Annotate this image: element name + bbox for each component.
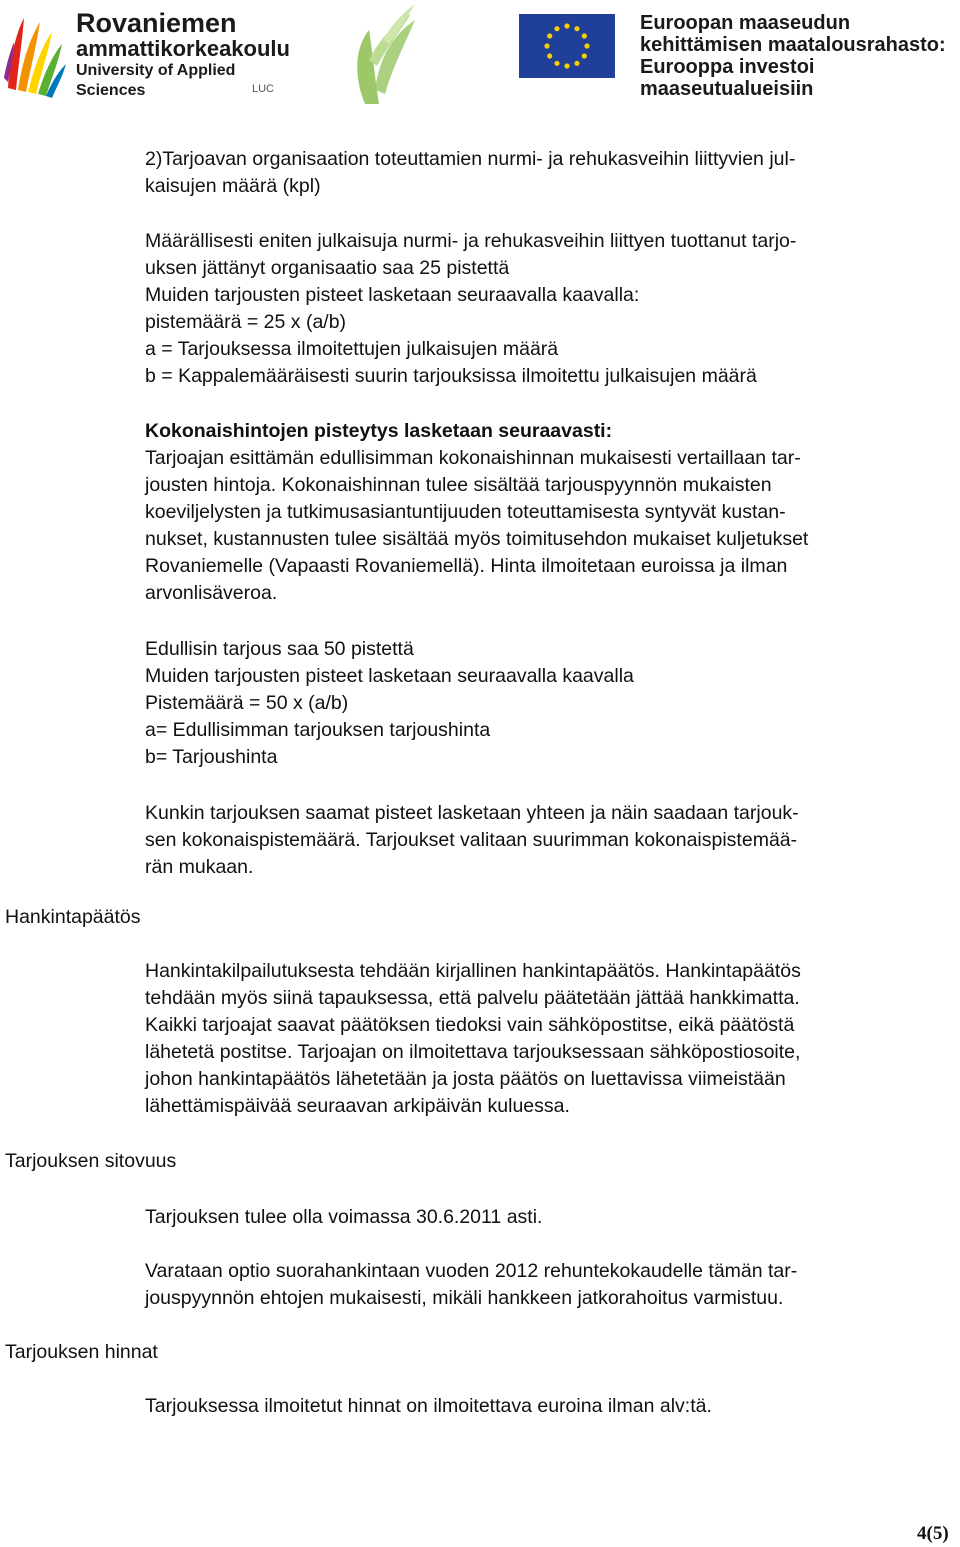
sidebar-label-validity: Tarjouksen sitovuus [5, 1150, 177, 1172]
price-scoring-line2: Muiden tarjousten pisteet lasketaan seuraavalla kaavalla [145, 665, 634, 687]
price-var-b: b= Tarjoushinta [145, 746, 278, 768]
option-text-line2: jouspyynnön ehtojen mukaisesti, mikäli hankkeen jatkorahoitus varmistuu. [145, 1287, 784, 1309]
eu-fund-line1: Euroopan maaseudun [640, 12, 851, 34]
total-price-line4: nukset, kustannusten tulee sisältää myös toimitusehdon mukaiset kuljetukset [145, 528, 809, 550]
eu-fund-line2: kehittämisen maatalousrahasto: [640, 34, 946, 56]
total-price-line5: Rovaniemelle (Vapaasti Rovaniemellä). Hinta ilmoitetaan euroissa ja ilman [145, 555, 788, 577]
publications-var-b: b = Kappalemääräisesti suurin tarjouksissa ilmoitettu julkaisujen määrä [145, 365, 757, 387]
section-publications-line2: kaisujen määrä (kpl) [145, 175, 321, 197]
decision-text-line4: lähetetä postitse. Tarjoajan on ilmoitettava tarjouksessaan sähköpostiosoite, [145, 1041, 801, 1063]
price-var-a: a= Edullisimman tarjouksen tarjoushinta [145, 719, 491, 741]
decision-text-line5: johon hankintapäätös lähetetään ja josta päätös on luettavissa viimeistään [145, 1068, 786, 1090]
decision-text-line2: tehdään myös siinä tapauksessa, että palvelu päätetään jättää hankkimatta. [145, 987, 800, 1009]
university-name-line1: Rovaniemen [76, 8, 237, 38]
total-price-line3: koeviljelysten ja tutkimusasiantuntijuuden toteuttamisesta syntyvät kustan- [145, 501, 786, 523]
publications-scoring-line2: uksen jättänyt organisaatio saa 25 pistettä [145, 257, 510, 279]
university-name-line2: ammattikorkeakoulu [76, 36, 290, 61]
total-points-line3: rän mukaan. [145, 856, 254, 878]
total-price-line6: arvonlisäveroa. [145, 582, 278, 604]
university-logo-emblem-icon [2, 8, 68, 98]
total-points-line2: sen kokonaispistemäärä. Tarjoukset valitaan suurimman kokonaispistemää- [145, 829, 798, 851]
total-price-line2: jousten hintoja. Kokonaishinnan tulee sisältää tarjouspyynnön mukaisten [145, 474, 772, 496]
page-number: 4(5) [917, 1523, 949, 1544]
publications-formula: pistemäärä = 25 x (a/b) [145, 311, 347, 333]
decision-text-line3: Kaikki tarjoajat saavat päätöksen tiedoksi vain sähköpostitse, eikä päätöstä [145, 1014, 795, 1036]
validity-text: Tarjouksen tulee olla voimassa 30.6.2011 asti. [145, 1206, 543, 1228]
section-publications-line1: 2)Tarjoavan organisaation toteuttamien nurmi- ja rehukasveihin liittyvien jul- [145, 148, 796, 170]
decision-text-line1: Hankintakilpailutuksesta tehdään kirjallinen hankintapäätös. Hankintapäätös [145, 960, 801, 982]
sidebar-label-prices: Tarjouksen hinnat [5, 1341, 158, 1363]
price-scoring-line1: Edullisin tarjous saa 50 pistettä [145, 638, 414, 660]
publications-scoring-line3: Muiden tarjousten pisteet lasketaan seuraavalla kaavalla: [145, 284, 640, 306]
sidebar-label-decision: Hankintapäätös [5, 906, 141, 928]
eu-fund-line3: Eurooppa investoi maaseutualueisiin [640, 56, 815, 100]
decision-text-line6: lähettämispäivää seuraavan arkipäivän kuluessa. [145, 1095, 570, 1117]
total-points-line1: Kunkin tarjouksen saamat pisteet lasketaan yhteen ja näin saadaan tarjouk- [145, 802, 799, 824]
prices-text: Tarjouksessa ilmoitetut hinnat on ilmoitettava euroina ilman alv:tä. [145, 1395, 712, 1417]
publications-var-a: a = Tarjouksessa ilmoitettujen julkaisujen määrä [145, 338, 559, 360]
option-text-line1: Varataan optio suorahankintaan vuoden 2012 rehuntekokaudelle tämän tar- [145, 1260, 798, 1282]
university-logo [0, 0, 290, 100]
publications-scoring-line1: Määrällisesti eniten julkaisuja nurmi- ja rehukasveihin liittyen tuottanut tarjo- [145, 230, 797, 252]
total-price-heading: Kokonaishintojen pisteytys lasketaan seuraavasti: [145, 420, 613, 442]
leaf-logo-icon [345, 0, 425, 104]
eu-flag-icon [519, 14, 615, 78]
university-mark: LUC [252, 83, 275, 95]
total-price-line1: Tarjoajan esittämän edullisimman kokonaishinnan mukaisesti vertaillaan tar- [145, 447, 801, 469]
university-name-line3: University of Applied Sciences [76, 62, 236, 99]
price-formula: Pistemäärä = 50 x (a/b) [145, 692, 349, 714]
